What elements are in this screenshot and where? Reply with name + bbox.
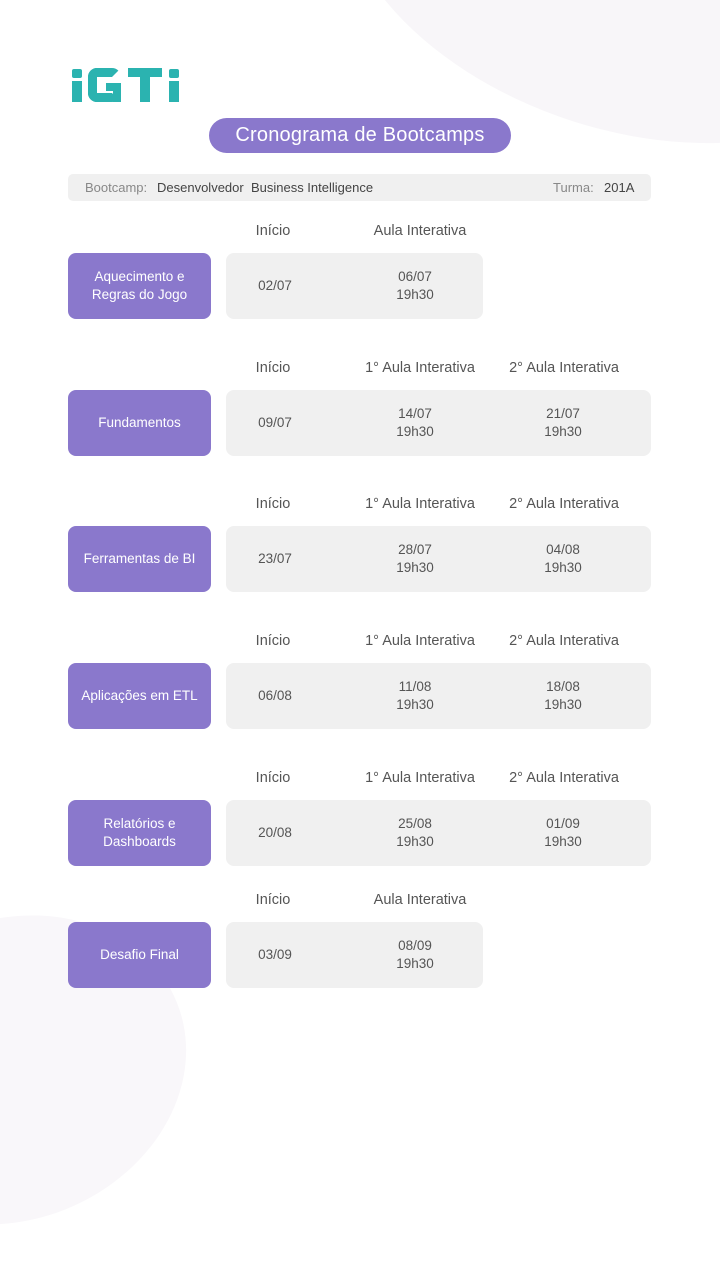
module-name: Aplicações em ETL [68, 663, 211, 729]
bootcamp-label: Bootcamp: [85, 180, 148, 195]
aula-2-time: 19h30 [544, 834, 582, 849]
section-relatorios [0, 770, 720, 870]
header-aula-1: 1° Aula Interativa [365, 770, 475, 786]
aula-1-cell [396, 390, 434, 456]
info-bar [68, 174, 651, 201]
header-aula-interativa: Aula Interativa [373, 892, 467, 908]
header-aula-2: 2° Aula Interativa [509, 770, 619, 786]
section-etl [0, 633, 720, 733]
header-inicio: Início [255, 892, 291, 908]
inicio-date: 20/08 [258, 825, 292, 840]
aula-1-time: 19h30 [396, 697, 434, 712]
bootcamp-value: Desenvolvedor Business Intelligence [157, 180, 374, 195]
header-aula-interativa: Aula Interativa [373, 223, 467, 239]
module-name: Fundamentos [68, 390, 211, 456]
section-ferramentas [0, 496, 720, 596]
aula-1-date: 28/07 [398, 542, 432, 557]
aula-2-date: 04/08 [546, 542, 580, 557]
aula-2-cell [544, 800, 582, 866]
aula-1-cell [396, 663, 434, 729]
aula-1-date: 11/08 [398, 679, 432, 694]
aula-2-cell [544, 390, 582, 456]
turma-value: 201A [604, 180, 635, 195]
header-aula-2: 2° Aula Interativa [509, 633, 619, 649]
module-name: Desafio Final [68, 922, 211, 988]
page-title: Cronograma de Bootcamps [209, 118, 511, 153]
aula-1-time: 19h30 [396, 424, 434, 439]
aula-2-date: 01/09 [546, 816, 580, 831]
header-aula-1: 1° Aula Interativa [365, 360, 475, 376]
aula-date: 06/07 [398, 269, 432, 284]
header-inicio: Início [255, 633, 291, 649]
header-inicio: Início [255, 223, 291, 239]
aula-2-time: 19h30 [544, 424, 582, 439]
dates-panel [226, 390, 651, 456]
section-fundamentos [0, 360, 720, 460]
inicio-date: 06/08 [258, 688, 292, 703]
dates-panel [226, 800, 651, 866]
aula-1-cell [396, 526, 434, 592]
header-aula-2: 2° Aula Interativa [509, 496, 619, 512]
aula-cell [396, 253, 434, 319]
inicio-date: 03/09 [258, 947, 292, 962]
aula-time: 19h30 [396, 287, 434, 302]
header-aula-2: 2° Aula Interativa [509, 360, 619, 376]
turma-label: Turma: [553, 180, 594, 195]
module-name: Relatórios e Dashboards [68, 800, 211, 866]
header-inicio: Início [255, 360, 291, 376]
aula-2-time: 19h30 [544, 560, 582, 575]
aula-date: 08/09 [398, 938, 432, 953]
aula-2-time: 19h30 [544, 697, 582, 712]
aula-1-time: 19h30 [396, 834, 434, 849]
aula-1-date: 14/07 [398, 406, 432, 421]
module-name: Ferramentas de BI [68, 526, 211, 592]
aula-time: 19h30 [396, 956, 434, 971]
inicio-date: 02/07 [258, 278, 292, 293]
section-aquecimento [0, 223, 720, 323]
aula-2-cell [544, 526, 582, 592]
inicio-date: 09/07 [258, 415, 292, 430]
module-name: Aquecimento e Regras do Jogo [68, 253, 211, 319]
header-inicio: Início [255, 770, 291, 786]
igti-logo [72, 68, 192, 102]
header-aula-1: 1° Aula Interativa [365, 633, 475, 649]
header-inicio: Início [255, 496, 291, 512]
aula-2-cell [544, 663, 582, 729]
dates-panel [226, 526, 651, 592]
aula-cell [396, 922, 434, 988]
aula-1-cell [396, 800, 434, 866]
aula-2-date: 18/08 [546, 679, 580, 694]
header-aula-1: 1° Aula Interativa [365, 496, 475, 512]
dates-panel [226, 253, 483, 319]
dates-panel [226, 663, 651, 729]
aula-1-date: 25/08 [398, 816, 432, 831]
aula-2-date: 21/07 [546, 406, 580, 421]
inicio-date: 23/07 [258, 551, 292, 566]
aula-1-time: 19h30 [396, 560, 434, 575]
section-desafio-final [0, 892, 720, 992]
dates-panel [226, 922, 483, 988]
